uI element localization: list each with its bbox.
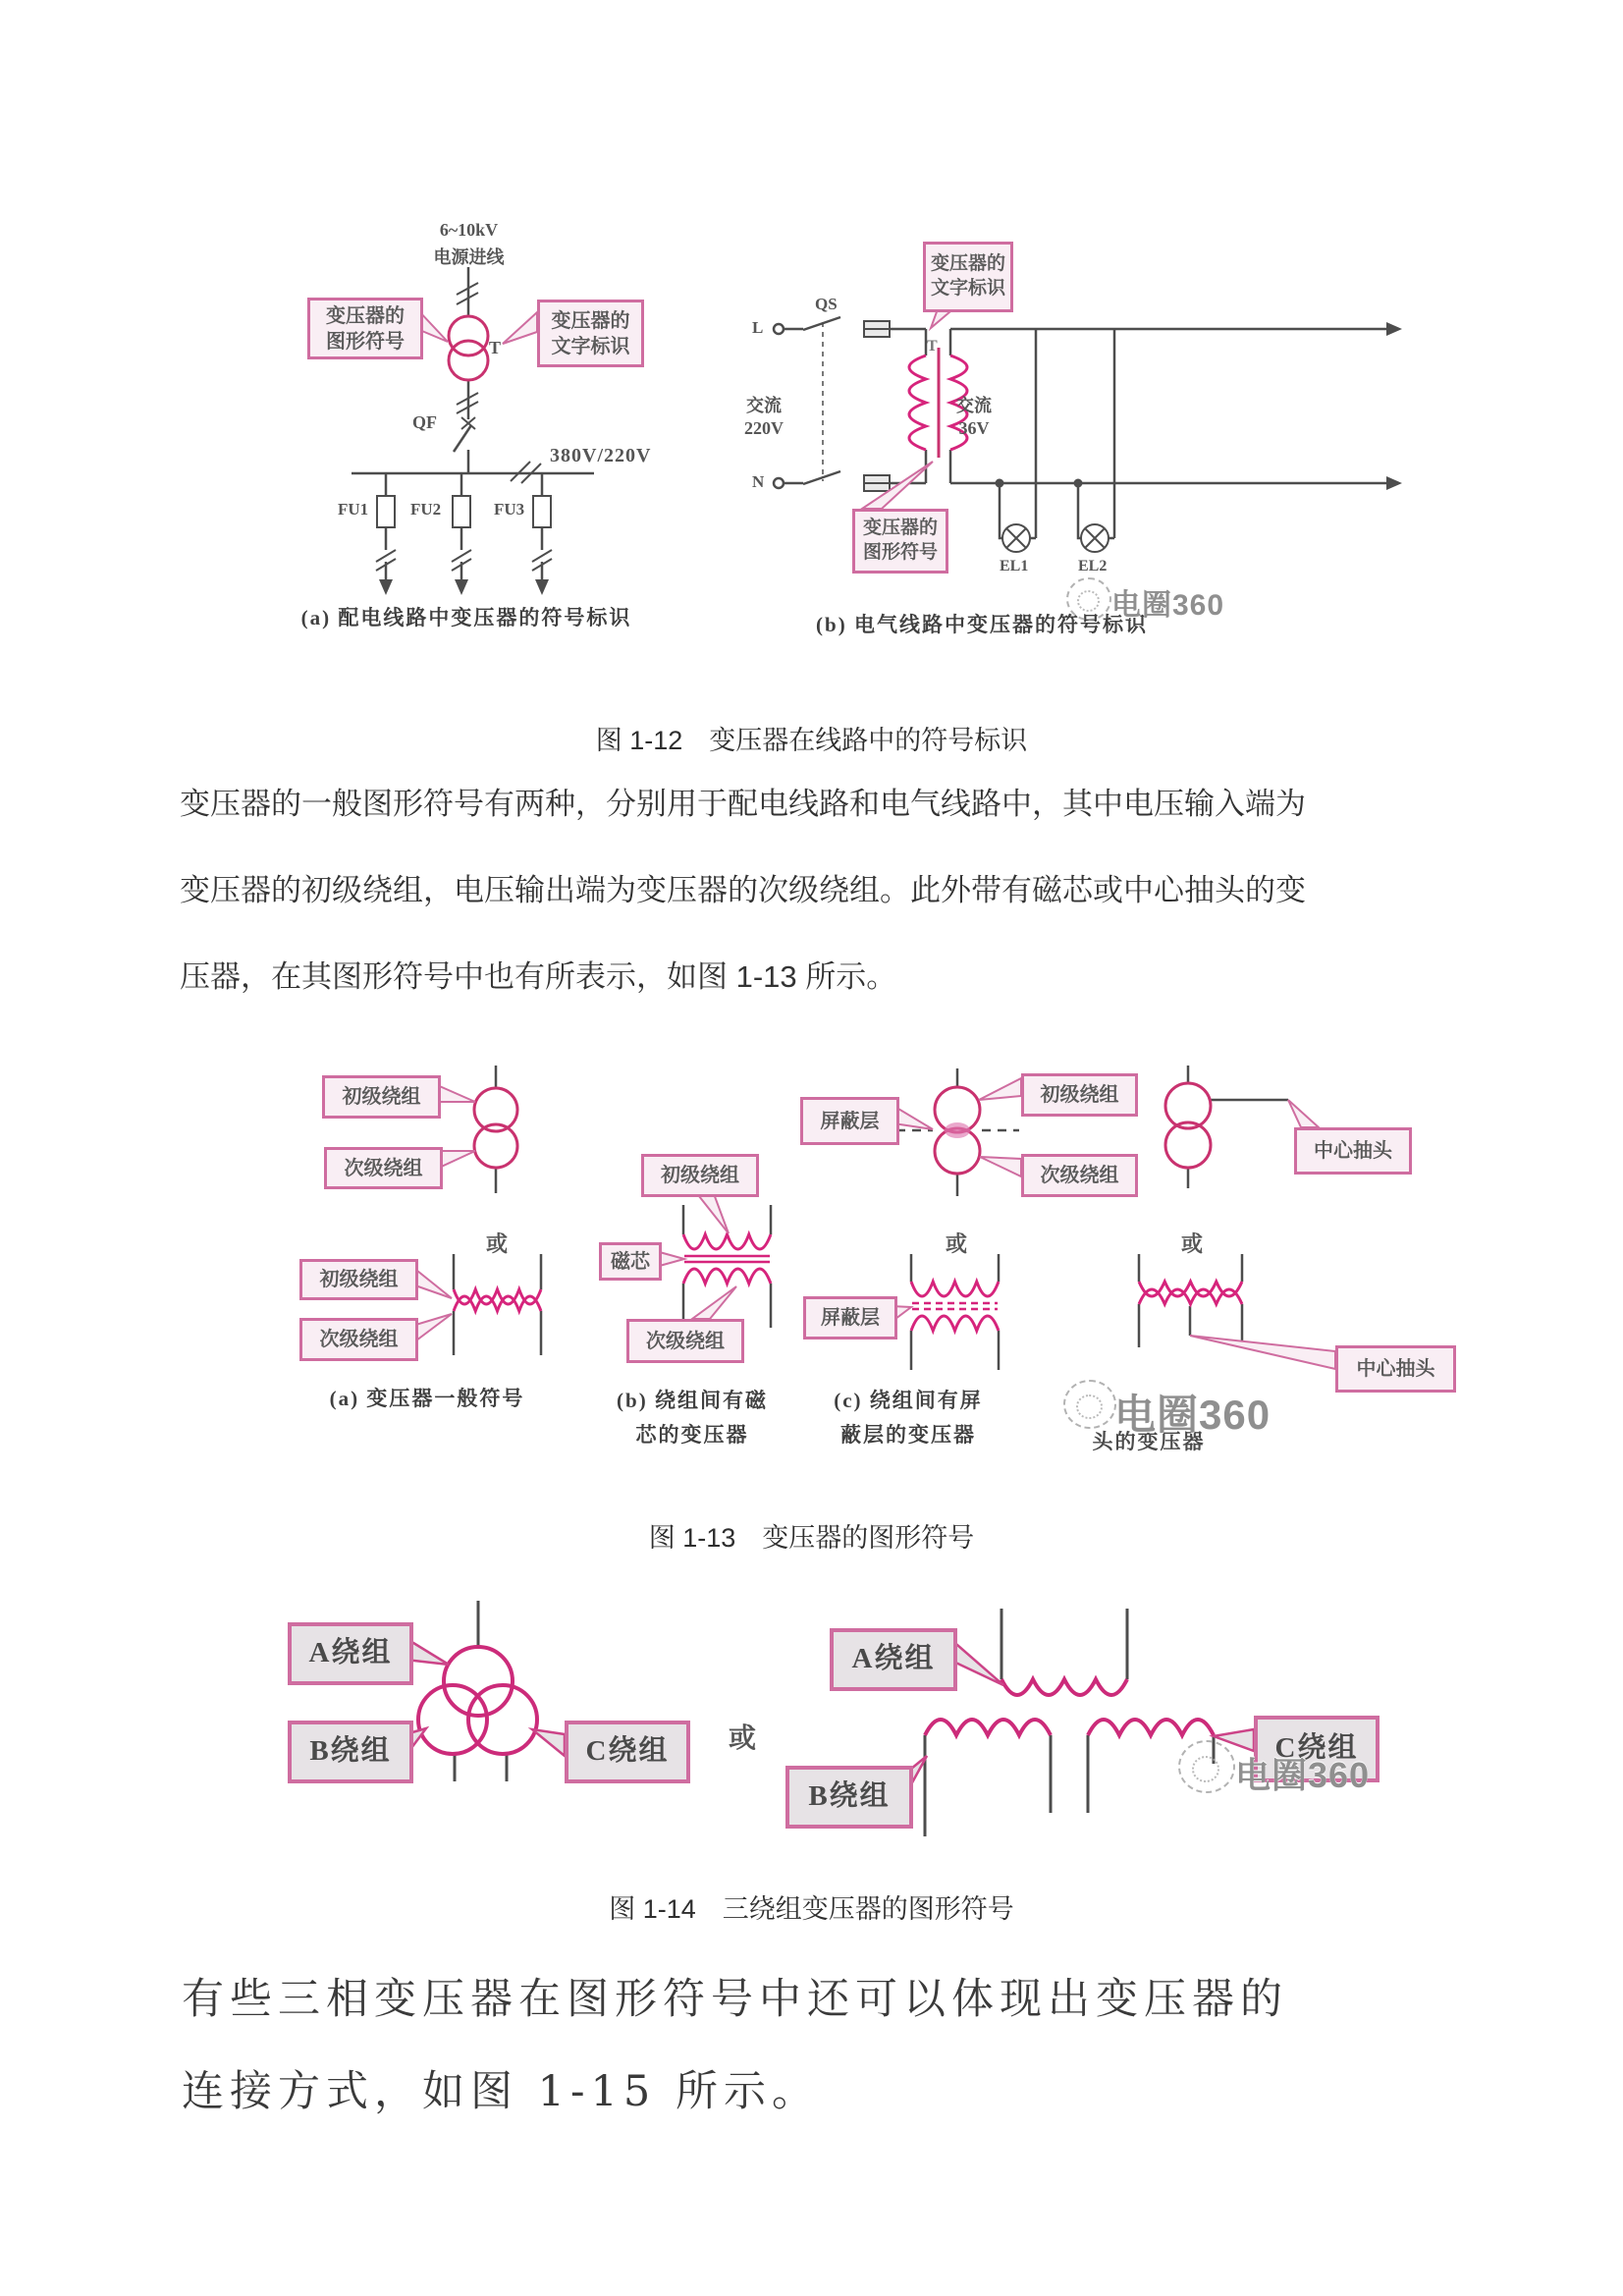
callout-line: 中心抽头	[1314, 1140, 1392, 1162]
watermark-text: 电圈360	[1114, 1392, 1271, 1438]
subcaption-c-fig13: (c) 绕组间有屏	[834, 1389, 983, 1412]
breaker-qf-label: QF	[412, 412, 437, 432]
paragraph-line: 变压器的一般图形符号有两种，分别用于配电线路和电气线路中，其中电压输入端为	[180, 787, 1306, 821]
callout-line: C绕组	[1274, 1732, 1359, 1765]
callout-line: 初级绕组	[661, 1165, 739, 1186]
paragraph-line: 连接方式，如图 1-15 所示。	[182, 2067, 820, 2116]
callout-winding-a	[288, 1622, 413, 1685]
callout-winding-c	[565, 1721, 690, 1783]
subcaption-d-fig13-fragment: 头的变压器	[1092, 1430, 1206, 1453]
callout-line: 文字标识	[551, 335, 630, 357]
fuse-branch-1	[376, 473, 396, 595]
fuse-label-fu2: FU2	[410, 500, 442, 519]
lamp-el1-label: EL1	[1000, 558, 1029, 574]
callout-line: 次级绕组	[344, 1157, 423, 1179]
callout-shield-layer	[800, 1097, 899, 1145]
switch-qs-label: QS	[815, 295, 838, 313]
callout-line: C绕组	[585, 1735, 670, 1768]
callout-text-symbol-a	[537, 300, 644, 367]
watermark-logo-icon	[1066, 577, 1111, 621]
callout-line: 图形符号	[326, 330, 405, 353]
callout-line: 变压器的	[930, 253, 1005, 275]
callout-line: 变压器的	[326, 304, 405, 327]
figure-1-12-diagram	[147, 137, 1424, 648]
callout-winding-b	[288, 1721, 413, 1783]
subcaption-b-fig13: (b) 绕组间有磁	[617, 1389, 768, 1412]
callout-center-tap	[1335, 1345, 1456, 1393]
callout-line: 初级绕组	[319, 1269, 399, 1290]
callout-line: 变压器的	[551, 309, 630, 332]
transformer-letter-a: T	[489, 338, 502, 357]
figure-1-14-caption: 图 1-14 三绕组变压器的图形符号	[609, 1894, 1014, 1924]
subcaption-c-fig13-line2: 蔽层的变压器	[840, 1423, 976, 1447]
callout-secondary-winding	[299, 1318, 418, 1361]
callout-line: 次级绕组	[1040, 1165, 1119, 1186]
neutral-terminal-label: N	[752, 472, 765, 491]
voltage-line: 交流	[956, 396, 992, 415]
watermark-text: 电圈360	[1111, 589, 1225, 622]
voltage-line: 220V	[744, 418, 784, 439]
watermark-logo-icon	[1178, 1740, 1235, 1793]
callout-shield-layer	[803, 1296, 897, 1339]
incoming-feeder-label: 电源进线	[433, 247, 505, 267]
callout-primary-winding	[641, 1154, 759, 1197]
callout-primary-winding	[1021, 1073, 1138, 1117]
callout-line: A绕组	[308, 1637, 393, 1669]
callout-line: 文字标识	[930, 278, 1005, 299]
voltage-line: 交流	[746, 396, 782, 415]
callout-line: 磁芯	[611, 1250, 650, 1273]
callout-line: 中心抽头	[1356, 1358, 1435, 1380]
callout-text-symbol-b	[923, 242, 1013, 312]
transformer-two-circle-symbol	[449, 316, 488, 380]
callout-secondary-winding	[626, 1319, 744, 1363]
callout-line: B绕组	[309, 1735, 392, 1768]
secondary-voltage-label	[945, 395, 1003, 441]
callout-center-tap	[1294, 1127, 1412, 1175]
callout-secondary-winding	[324, 1147, 443, 1189]
callout-primary-winding	[299, 1259, 418, 1300]
callout-graphic-symbol-a	[307, 298, 423, 359]
or-word: 或	[729, 1723, 757, 1754]
or-word: 或	[946, 1231, 968, 1256]
transformer-letter-b: T	[927, 338, 938, 355]
or-word: 或	[486, 1231, 509, 1256]
fig14-transformer-symbols	[418, 1647, 1214, 1754]
callout-winding-a	[830, 1628, 957, 1691]
lamp-el1-symbol	[1000, 329, 1036, 552]
watermark-logo-icon	[1063, 1380, 1116, 1429]
paragraph-line: 压器，在其图形符号中也有所表示，如图 1-13 所示。	[180, 959, 897, 994]
callout-line: 次级绕组	[646, 1330, 725, 1352]
callout-line: 次级绕组	[319, 1329, 399, 1350]
line-terminal-label: L	[752, 318, 764, 337]
figure-1-13-caption: 图 1-13 变压器的图形符号	[648, 1523, 975, 1553]
primary-voltage-label	[734, 395, 793, 441]
callout-line: A绕组	[851, 1643, 936, 1675]
callout-secondary-winding	[1021, 1154, 1138, 1197]
incoming-voltage-label: 6~10kV	[439, 220, 499, 240]
subcaption-b-fig12: (b) 电气线路中变压器的符号标识	[816, 613, 1148, 636]
or-word: 或	[1181, 1231, 1204, 1256]
callout-graphic-symbol-b	[852, 509, 948, 574]
fuse-label-fu1: FU1	[338, 500, 369, 519]
fuse-branch-3	[532, 473, 552, 595]
figure-1-12-caption: 图 1-12 变压器在线路中的符号标识	[595, 726, 1028, 755]
callout-line: 屏蔽层	[820, 1110, 880, 1132]
callout-line: B绕组	[808, 1780, 891, 1813]
bus-voltage-label: 380V/220V	[550, 445, 652, 466]
callout-core	[599, 1242, 662, 1281]
watermark-text: 电圈360	[1235, 1755, 1371, 1795]
subcaption-b-fig13-line2: 芯的变压器	[635, 1423, 749, 1447]
callout-line: 初级绕组	[342, 1086, 421, 1108]
subcaption-a-fig12: (a) 配电线路中变压器的符号标识	[300, 606, 632, 629]
callout-primary-winding	[322, 1075, 441, 1119]
callout-line: 屏蔽层	[821, 1307, 880, 1329]
lamp-el2-symbol	[1078, 329, 1114, 552]
callout-winding-b	[785, 1766, 913, 1829]
lamp-el2-label: EL2	[1078, 558, 1108, 574]
paragraph-line: 有些三相变压器在图形符号中还可以体现出变压器的	[182, 1975, 1288, 2024]
subcaption-a-fig13: (a) 变压器一般符号	[329, 1387, 525, 1410]
fuse-label-fu3: FU3	[494, 500, 525, 519]
paragraph-line: 变压器的初级绕组，电压输出端为变压器的次级绕组。此外带有磁芯或中心抽头的变	[180, 873, 1306, 907]
callout-line: 变压器的	[862, 518, 938, 539]
voltage-line: 36V	[958, 418, 990, 439]
fuse-branch-2	[452, 473, 471, 595]
callout-line: 图形符号	[862, 542, 938, 563]
callout-line: 初级绕组	[1040, 1084, 1119, 1106]
